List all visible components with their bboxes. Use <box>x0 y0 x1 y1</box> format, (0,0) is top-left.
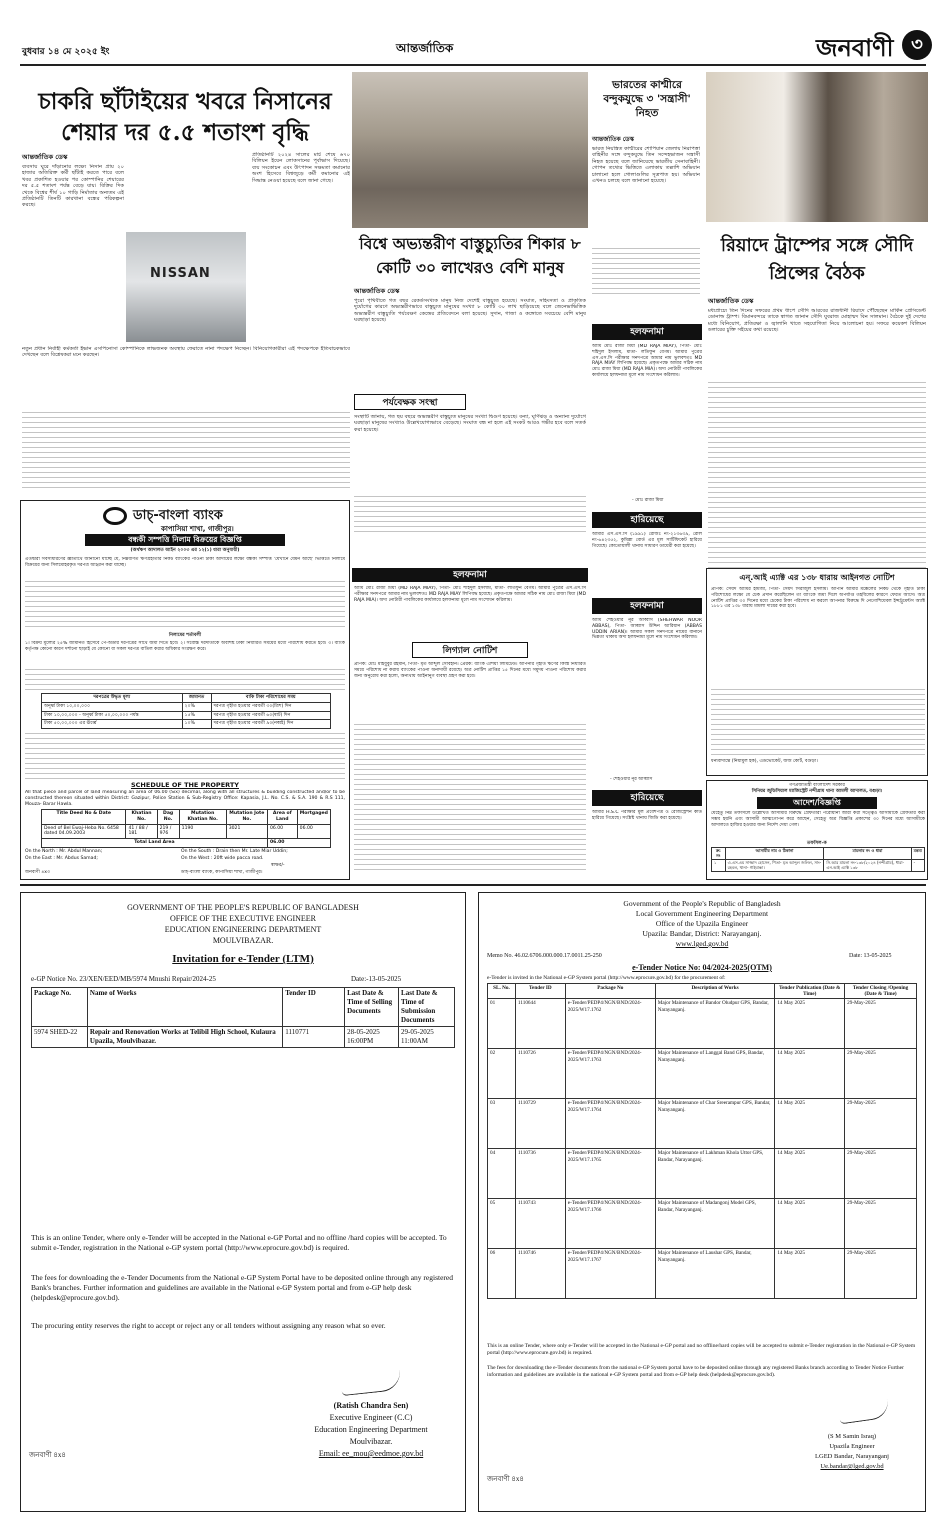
bank-logo-icon <box>103 507 127 525</box>
table-cell: 29-05-2025 11:00AM <box>399 1027 455 1048</box>
bank-branch: কাপাসিয়া শাখা, গাজীপুর। <box>161 525 234 533</box>
table-cell: 29-May-2025 <box>845 1199 917 1249</box>
tender-table <box>487 983 917 1299</box>
table-cell: অনূর্ধ্ব টাকা ১০,০০,০০০ <box>42 702 183 711</box>
table-cell: 05 <box>488 1199 516 1249</box>
tender-para-1: This is an online Tender, where only e-Tender will be accepted in the National e-GP Portal and no offline /hard copies will be accepted. To submit e-Tender, registration in the National e-GP system portal (http://www.eprocure.gov.bd) is required. <box>31 1233 447 1252</box>
table-cell: 1190 <box>179 824 226 839</box>
text-lines <box>22 412 350 492</box>
table-cell: e-Tender/PEDP4/NGN/BND/2024-2025/W17.1762 <box>565 999 655 1049</box>
affidavit-header-2 <box>352 568 588 582</box>
table-cell: এ.এস.এম সাজ্জাদ হোসেন, পিতা- মৃত আব্দুল জলিল, সাং- রহবল, থানা- গাইবান্ধা। <box>725 860 824 872</box>
table-header: ক্র: নং <box>712 848 726 860</box>
table-header: Mutation Jote No. <box>226 810 267 825</box>
signer-email[interactable]: Ue.bandar@lged.gov.bd <box>820 1463 884 1470</box>
terms-title: নিলামের শর্তাবলী <box>168 633 202 638</box>
signer-name: (Ratish Chandra Sen) <box>333 1401 409 1410</box>
text-lines <box>354 496 586 532</box>
table-cell: e-Tender/PEDP4/NGN/BND/2024-2025/W17.1763 <box>565 1049 655 1099</box>
table-header: মামলার নং ও ধারা <box>824 848 911 860</box>
table-row <box>488 1049 917 1099</box>
table-header: বাকি টাকা পরিশোধের সময় <box>211 694 330 703</box>
notice-signer: স্বাক্ষর/- <box>271 863 285 868</box>
tender-title: e-Tender Notice No: 04/2024-2025(OTM) <box>632 963 772 972</box>
table-header: Tender ID <box>283 988 345 1027</box>
court-order-notice <box>706 780 928 880</box>
affidavit-header-3 <box>592 598 702 614</box>
ni-act-sign: ধন্যবাদান্তে (নিয়ামুল হক), এডভোকেট, জজ কোর্ট, বগুড়া। <box>711 759 818 764</box>
affidavit-sign-2: - শেহওয়ার নূর আব্বাস <box>610 777 653 782</box>
table-cell: দরপত্র গৃহীত হওয়ার পরবর্তী ৬০(ষাট) দিন <box>211 711 330 720</box>
lost-title-1: হারিয়েছে <box>630 515 664 525</box>
affidavit-text-1: আমি মোঃ রাজা মিয়া (MD RAJA MIAY), পিতা- মোঃ শহিদুল ইসলাম, মাতা- লতিফুন বেগম। আমার পুত্রের এস.এস.সি পরীক্ষার সনদপত্রে আমার নাম ভুলবশতঃ MD RAJA MIAY লিপিবদ্ধ হয়েছে। প্রকৃতপক্ষে আমার সঠিক নাম মোঃ রাজা মিয়া (MD RAJA MIA)। অদ্য নোটারী পাবলিকের কার্যালয়ে হলফনামা মূলে নাম সংশোধন করিলাম। <box>592 344 702 378</box>
office-line: OFFICE OF THE EXECUTIVE ENGINEER <box>169 914 317 923</box>
nissan-sign: NISSAN <box>150 266 211 281</box>
court-order-body: যেহেতু নিম্ন তফসিলে উল্লেখিত আসামীর বিরুদ্ধে গ্রেফতারী পরোয়ানা জারী করা সত্ত্বেও আসামীকে গ্রেফতার করা সম্ভব হয়নি এবং আসামী আত্মগোপন করে আছেন, সেহেতু অত্র বিজ্ঞপ্তি প্রকাশের ৩০ দিনের মধ্যে আসামীকে আদালতে হাজির হওয়ার জন্য নির্দেশ দেয়া গেল। <box>711 811 925 828</box>
lost-header-1 <box>592 512 702 528</box>
table-row <box>488 1249 917 1299</box>
text-lines <box>25 733 345 779</box>
table-cell: e-Tender/PEDP4/NGN/BND/2024-2025/W17.1764 <box>565 1099 655 1149</box>
ad-ref: জনবাণী ৪x৪ <box>29 1451 66 1459</box>
table-cell: 41 / 88 / 181 <box>126 824 157 839</box>
table-header: Tender ID <box>515 984 565 999</box>
nissan-photo <box>126 232 246 342</box>
headline: রিয়াদে ট্রাম্পের সঙ্গে সৌদি প্রিন্সের বৈঠক <box>720 235 914 284</box>
table-row <box>42 720 331 729</box>
page-number <box>902 30 932 60</box>
schedule-table <box>41 809 331 848</box>
text-lines <box>25 669 345 691</box>
table-cell: - <box>911 860 924 872</box>
signer-name: (S M Samin Israq) <box>827 1433 877 1440</box>
article-body-3: নতুন প্রধান নির্বাহী কর্মকর্তা ইভান এসপিনোসা কোম্পানিকে লাভজনক অবস্থায় ফেরাতে নানা পদক্ষেপ নিচ্ছেন। বিনিয়োগকারীরা এই পদক্ষেপকে ইতিবাচকভাবে দেখছেন বলে বিশ্লেষকরা মনে করছেন। <box>22 346 350 359</box>
table-cell: 14 May 2025 <box>775 1099 845 1149</box>
signer-title: Upazila Engineer <box>829 1443 875 1450</box>
lged-tender-notice <box>478 892 926 1512</box>
subheading <box>354 394 466 410</box>
table-cell: 29-May-2025 <box>845 1149 917 1199</box>
table-header: Name of Works <box>87 988 282 1027</box>
table-header: Mortgaged <box>297 810 330 825</box>
table-header: Description of Works <box>655 984 775 999</box>
table-header: আসামীর নাম ও ঠিকানা <box>725 848 824 860</box>
table-cell: ২০% <box>182 702 211 711</box>
table-cell: e-Tender/PEDP4/NGN/BND/2024-2025/W17.1766 <box>565 1199 655 1249</box>
section-divider <box>20 884 926 886</box>
affidavit-column <box>592 322 704 880</box>
schedule-title: SCHEDULE OF THE PROPERTY <box>130 781 239 789</box>
table-header: Title Deed No & Date <box>42 810 126 825</box>
legal-notice-title-text: লিগ্যাল নোটিশ <box>442 646 498 656</box>
headline: ভারতের কাশ্মীরে বন্দুকযুদ্ধে ৩ 'সন্ত্রাসী' নিহত <box>603 79 691 119</box>
boundary-east: On the East : Mr. Abdus Samad; <box>25 856 98 861</box>
table-cell: 14 May 2025 <box>775 1249 845 1299</box>
legal-notice-title <box>412 642 528 658</box>
table-cell: Major Maintenance of Char Sreerampur GPS, Bandar, Narayanganj. <box>655 1099 775 1149</box>
court-order-title-text: আদেশ/বিজ্ঞপ্তি <box>793 798 841 807</box>
article-body: ভারত নিয়ন্ত্রিত কাশ্মীরের শোপিয়ান জেলায় নিরাপত্তা বাহিনীর সঙ্গে বন্দুকযুদ্ধে তিন সন্দেহভাজন সন্ত্রাসী নিহত হয়েছে বলে জানিয়েছে ভারতীয় সেনাবাহিনী। গোপন তথ্যের ভিত্তিতে এলাকায় তল্লাশি অভিযান চালানো হলে গোলাগুলির সূত্রপাত হয়। অভিযান এখনও চলছে বলে জানানো হয়েছে। <box>592 146 700 185</box>
table-header-row <box>42 694 331 703</box>
signature-icon <box>340 1370 402 1396</box>
court-order-title <box>757 797 877 809</box>
byline: আন্তর্জাতিক ডেস্ক <box>592 136 634 143</box>
table-row <box>712 860 925 872</box>
trump-saudi-photo <box>706 72 928 222</box>
table-cell: 5974 SHED-22 <box>32 1027 88 1048</box>
table-cell: Major Maintenance of Madangonj Model GPS, Bandar, Narayanganj. <box>655 1199 775 1249</box>
article-kashmir <box>592 72 702 322</box>
table-cell: 1110736 <box>515 1149 565 1199</box>
table-header: Mutation Khatian No. <box>179 810 226 825</box>
newspaper-logo: জনবাণী <box>816 34 894 62</box>
table-cell: 1110743 <box>515 1199 565 1249</box>
affidavit-text-2: আমি মোঃ রাজা মিয়া (MD RAJA MIAY), পিতা- মোঃ শহিদুল ইসলাম, মাতা- লতিফুন বেগম। আমার পুত্রের এস.এস.সি পরীক্ষার সনদপত্রে আমার নাম ভুলবশতঃ MD RAJA MIAY লিপিবদ্ধ হয়েছে। প্রকৃতপক্ষে আমার সঠিক নাম মোঃ রাজা মিয়া (MD RAJA MIA)। অদ্য নোটারী পাবলিকের কার্যালয়ে হলফনামা মূলে নাম সংশোধন করিলাম। <box>354 586 586 603</box>
table-cell: ১৫% <box>182 711 211 720</box>
signer-email[interactable]: Email: ee_mou@eedmoe.gov.bd <box>318 1449 424 1458</box>
notice-title <box>85 534 285 546</box>
table-cell: 14 May 2025 <box>775 1149 845 1199</box>
table-cell: 28-05-2025 16:00PM <box>345 1027 399 1048</box>
table-cell: Deed of Bel Ewaj-Heba No. 6458 dated 04.09.2003 <box>42 824 126 839</box>
affidavit-sign-1: - মোঃ রাজা মিয়া <box>632 498 664 503</box>
table-header-row <box>32 988 455 1027</box>
affidavit-title-3: হলফনামা <box>630 601 664 611</box>
table-row <box>42 711 331 720</box>
deposit-table <box>41 693 331 729</box>
table-cell: 1110726 <box>515 1049 565 1099</box>
notice-subtitle: (অর্থঋণ আদালত আইন ২০০৩ এর ১২(১) ধারা অনুযায়ী) <box>130 548 240 553</box>
legal-notice-text: প্রাপক: মোঃ মাহবুবুর রহমান, পিতা- মৃত আব্দুল সোবহান। প্রেরক: ব্যাংক এশিয়া লিমিটেড। আপনার গৃহীত ঋণের কিস্তি নির্ধারিত সময়ে পরিশোধ না করায় ব্যাংকের পাওনা অনাদায়ী রয়েছে। অত্র নোটিশ প্রাপ্তির ১৫ দিনের মধ্যে সমুদয় পাওনা পরিশোধ করার জন্য অনুরোধ করা হলো, অন্যথায় আইনানুগ ব্যবস্থা গ্রহণ করা হবে। <box>354 662 586 679</box>
table-header: SL. No. <box>488 984 516 999</box>
table-cell: Major Maintenance of Laushar GPS, Bandar, Narayanganj. <box>655 1249 775 1299</box>
signature-icon <box>838 1400 890 1425</box>
table-header: Dag No. <box>157 810 179 825</box>
affidavit-title-2: হলফনামা <box>453 570 487 580</box>
tender-para-2: The fees for downloading the e-Tender documents from the national e-GP System portal have to be deposited online through any registered Banks branch according to Tender Notice Further information and guidelines are available in the national e-GP System portal and from e-GP help desk (helpdesk@eprocure.gov.bd). <box>487 1365 904 1378</box>
byline: আন্তর্জাতিক ডেস্ক <box>354 287 400 295</box>
table-cell: 1110746 <box>515 1249 565 1299</box>
table-cell: e-Tender/PEDP4/NGN/BND/2024-2025/W17.1765 <box>565 1149 655 1199</box>
ad-ref: জনবাণী ৪x৩ <box>25 870 50 875</box>
boundary-south: On the South : Drain then Mr. Late Miar Uddin; <box>181 849 288 854</box>
table-cell: ১ <box>712 860 726 872</box>
subheading-text: পর্যবেক্ষক সংস্থা <box>382 398 438 408</box>
table-row <box>32 1027 455 1048</box>
byline: আন্তর্জাতিক ডেস্ক <box>708 297 754 305</box>
table-cell: Major Maintenance of Bandor Oludpur GPS, Bandar, Narayanganj. <box>655 999 775 1049</box>
section-title: আন্তর্জাতিক <box>396 41 454 55</box>
lost-title-2: হারিয়েছে <box>630 793 664 803</box>
text-lines <box>711 689 925 755</box>
table-header: Package No. <box>32 988 88 1027</box>
table-cell: 29-May-2025 <box>845 1249 917 1299</box>
table-row <box>488 1199 917 1249</box>
table-cell: 1110644 <box>515 999 565 1049</box>
table-row <box>42 839 331 848</box>
table-cell: 29-May-2025 <box>845 1049 917 1099</box>
tender-table <box>31 987 455 1048</box>
affidavit-box-center <box>352 568 588 880</box>
notice-title-text: বন্ধকী সম্পত্তি নিলাম বিক্রয়ের বিজ্ঞপ্তি <box>128 535 242 544</box>
bank-name: ডাচ্-বাংলা ব্যাংক <box>133 508 223 523</box>
boundary-north: On the North : Mr. Abdul Mannan; <box>25 849 103 854</box>
place-line: MOULVIBAZAR. <box>212 936 274 945</box>
table-cell: 1110771 <box>283 1027 345 1048</box>
text-lines <box>354 724 586 874</box>
table-cell: 14 May 2025 <box>775 1199 845 1249</box>
affidavit-text-3: আমি শেহওয়ার নূর আব্বাস (SHEHWAR NOOR ABBAS), পিতা- আব্বাস উদ্দিন আরিয়ান (ABBAS UDDIN ARIAN)। আমার সকল সনদপত্রে নামের বানানে ভিন্নতা থাকায় অদ্য হলফনামা মূলে নাম সংশোধন করিলাম। <box>592 618 702 641</box>
table-row <box>488 1099 917 1149</box>
table-cell: Repair and Renovation Works at Telibil High School, Kulaura Upazila, Moulvibazar. <box>87 1027 282 1048</box>
table-cell: Major Maintenance of Langgal Band GPS, Bandar, Narayanganj. <box>655 1049 775 1099</box>
table-cell: e-Tender/PEDP4/NGN/BND/2024-2025/W17.1767 <box>565 1249 655 1299</box>
eed-tender-notice <box>20 892 466 1512</box>
text-lines <box>25 581 345 631</box>
article-body: ব্যবসায় ঘুরে দাঁড়ানোর লক্ষ্যে নিসান প্রায় ২০ হাজার অতিরিক্ত কর্মী ছাঁটাই করতে পারে বলে খবর প্রকাশিত হওয়ার পর কোম্পানির শেয়ারের দর ৫.৫ শতাংশ পর্যন্ত বেড়ে যায়। বিক্রির দিক থেকে বিশ্বের শীর্ষ ১০ গাড়ি নির্মাতার অন্যতম এই প্রতিষ্ঠানটি তিনটি কারখানা বন্ধের পরিকল্পনা করছে। <box>22 164 124 209</box>
notice-number: e-GP Notice No. 23/XEN/EED/MB/5974 Mnushi Repair/2024-25 <box>31 975 216 983</box>
table-cell: দরপত্র গৃহীত হওয়ার পরবর্তী ৯০(নব্বই) দিন <box>211 720 330 729</box>
table-cell: 01 <box>488 999 516 1049</box>
table-cell: সি.আর মামলা নং-১৩৮/২০২৪ (নন্দীগ্রাম), ধারা- এন.আই এ্যাক্ট ১৩৮ <box>824 860 911 872</box>
table-row <box>42 702 331 711</box>
gov-line: GOVERNMENT OF THE PEOPLE'S REPUBLIC OF BANGLADESH <box>127 903 359 912</box>
tender-para-3: The procuring entity reserves the right to accept or reject any or all tenders without assigning any reason what so ever. <box>31 1321 386 1330</box>
terms-body: ১। বিক্রয় মূল্যের ২৫% জামানত হিসেবে পে-অর্ডার দরপত্রের সাথে জমা দিতে হবে। ২। সর্বোচ্চ দরদাতাকে অবশিষ্ট টাকা নির্ধারিত সময়ের মধ্যে পরিশোধ করতে হবে। ৩। ব্যাংক কর্তৃপক্ষ কোনো কারণ দর্শানো ছাড়াই যে কোনো বা সকল দরপত্র বাতিল করার অধিকার সংরক্ষণ করে। <box>25 641 345 652</box>
signer-dept: Education Engineering Department <box>314 1425 428 1434</box>
table-header: দরপত্রের উদ্ধৃত মূল্য <box>42 694 183 703</box>
table-header: Package No <box>565 984 655 999</box>
table-header: Last Date & Time of Selling Documents <box>345 988 399 1027</box>
article-body: মধ্যপ্রাচ্যে তিন দিনের সফরের প্রথম ধাপে সৌদি আরবের রাজধানী রিয়াদে পৌঁছেছেন মার্কিন প্রেসিডেন্ট ডোনাল্ড ট্রাম্প। বিমানবন্দরে তাকে স্বাগত জানান সৌদি যুবরাজ মোহাম্মদ বিন সালমান। বৈঠকে দুই দেশের মধ্যে বিনিয়োগ, প্রতিরক্ষা ও জ্বালানি খাতে সহযোগিতা নিয়ে আলোচনা হয়। সফরে কয়েকশ বিলিয়ন ডলারের চুক্তি সইয়ের কথা রয়েছে। <box>708 308 926 334</box>
table-cell: ১০% <box>182 720 211 729</box>
lost-header-2 <box>592 790 702 806</box>
table-header: Tender Closing /Opening (Date & Time) <box>845 984 917 999</box>
office-line: Office of the Upazila Engineer <box>655 919 749 928</box>
lost-text-1: আমার এস.এস.সি (১৯৯১) রেজিঃ নং-২১৩৬৩৯, রোল নং-৬৪২৩৫২, কুমিল্লা বোর্ড এর মূল সার্টিফিকেট হারিয়ে গিয়েছে। কোতোয়ালী থানায় সাধারণ ডায়েরী করা হয়েছে। <box>592 532 702 549</box>
court-table <box>711 847 925 872</box>
headline: বিশ্বে অভ্যন্তরীণ বাস্তুচ্যুতির শিকার ৮ কোটি ৩০ লাখেরও বেশি মানুষ <box>359 234 581 277</box>
affidavit-header-1 <box>592 324 702 340</box>
masthead <box>0 0 945 72</box>
article-body-2: প্রতিষ্ঠানটি ২০২৪ সালের মার্চ শেষে ৬৭০ বিলিয়ন ইয়েন লোকসানের পূর্বাভাস দিয়েছে। ব্যয় সংকোচন এবং উৎপাদন সক্ষমতা কমানোর অংশ হিসেবে বিশ্বজুড়ে কর্মী কমানোর এই সিদ্ধান্ত নেওয়া হয়েছে বলে জানা গেছে। <box>252 152 350 184</box>
article-nissan <box>20 72 350 500</box>
table-header: Khatian No. <box>126 810 157 825</box>
table-header: Area of Land <box>267 810 297 825</box>
table-cell: 14 May 2025 <box>775 999 845 1049</box>
table-cell: টাকা ১০,০০,০০০ - অনূর্ধ্ব টাকা ৫০,০০,০০০ পর্যন্ত <box>42 711 183 720</box>
bank-auction-notice <box>20 500 350 880</box>
table-cell: Major Maintenance of Lakhman Khola Uttor GPS, Bandar, Narayanganj. <box>655 1149 775 1199</box>
tender-para-2: The fees for downloading the e-Tender Documents from the National e-GP System Portal have to be deposited online through any registered Bank's branches. Further information and guidelines are available in the National e-GP System portal and from e-GP help desk (helpdesk@eprocure.gov.bd). <box>31 1273 453 1302</box>
table-cell: 06.00 <box>267 839 330 848</box>
table-cell: দরপত্র গৃহীত হওয়ার পরবর্তী ৩০(ত্রিশ) দিন <box>211 702 330 711</box>
ni-act-body: প্রাপক: সৈয়দ আমির হামজা, পিতা- সৈয়দ সিরাজুল ইসলাম। আপনি আমার মক্কেলের নিকট থেকে গৃহীত টাকা পরিশোধের লক্ষ্যে যে চেক প্রদান করেছিলেন তা ব্যাংকে জমা দিলে অপর্যাপ্ত তহবিলের কারণে ফেরত আসে। অত্র নোটিশ প্রাপ্তির ৩০ দিনের মধ্যে চেকের টাকা পরিশোধ না করলে আপনার বিরুদ্ধে দি নেগোশিয়েবল ইন্সট্রুমেন্টস অ্যাক্ট ১৮৮১ এর ১৩৮ ধারায় মামলা দায়ের করা হবে। <box>711 587 925 610</box>
table-cell: 219 / 976 <box>157 824 179 839</box>
ni-act-notice <box>706 568 928 776</box>
schedule-text: All that piece and parcel of land measuring an area of 06.00 (Six) decimal, along with all structures & building constructed and/or to be constructed thereon situated within District: Gazipur, Police Station & Sub-Registry Office: Kapasia, J.L. No. C.S. & S.A. 190 & R.S 111, Mouza- Barar Hawla. <box>25 790 345 807</box>
memo-number: Memo No. 46.02.6706.000.000.17.0011.25-250 <box>487 953 602 959</box>
table-cell: টাকা ৫০,০০,০০০ এর ঊর্ধ্বে <box>42 720 183 729</box>
notice-body: এতদ্বারা সর্বসাধারণের জ্ঞাতার্থে জানানো যাচ্ছে যে, নিম্নবর্ণিত ঋণগ্রহীতার নিকট ব্যাংকের পাওনা টাকা আদায়ের লক্ষ্যে বন্ধকী সম্পত্তি 'যেখানে যেমন আছে' ভিত্তিতে নিলামে বিক্রয়ের জন্য সিলমোহরকৃত দরপত্র আহ্বান করা যাচ্ছে। <box>25 557 345 568</box>
gov-line: Government of the People's Republic of Bangladesh <box>623 899 781 908</box>
tender-title: Invitation for e-Tender (LTM) <box>172 953 314 965</box>
table-cell: Total Land Area <box>42 839 268 848</box>
article-body: পুরো পৃথিবীতে গত বছর রেকর্ডসংখ্যক মানুষ নিজ দেশেই বাস্তুচ্যুত হয়েছে। সংঘাত, সহিংসতা ও প্রাকৃতিক দুর্যোগের কারণে অভ্যন্তরীণভাবে বাস্তুচ্যুত মানুষের সংখ্যা ৮ কোটি ৩০ লাখ ছাড়িয়েছে বলে জেনেভাভিত্তিক অভ্যন্তরীণ বাস্তুচ্যুতি পর্যবেক্ষণ কেন্দ্রের প্রতিবেদনে বলা হয়েছে। সুদান, গাজা ও কঙ্গোতে সবচেয়ে বেশি মানুষ ঘরছাড়া হয়েছে। <box>354 298 586 324</box>
place-line: Upazila: Bandar, District: Narayanganj. <box>642 929 762 938</box>
table-cell: 29-May-2025 <box>845 1099 917 1149</box>
table-header: Tender Publication (Date & Time) <box>775 984 845 999</box>
court-name: সিনিয়র জুডিসিয়াল ম্যাজিস্ট্রেট নন্দীগ্রাম থানা আমলী আদালত, বগুড়া। <box>751 789 883 794</box>
tender-intro: e-Tender is invited in the National e-GP System portal (http://www.eprocure.gov.bd) for the procurement of: <box>487 975 726 981</box>
table-row <box>488 999 917 1049</box>
affidavit-title-1: হলফনামা <box>630 327 664 337</box>
table-cell: 06 <box>488 1249 516 1299</box>
lost-text-2: আমার H.S.C পরীক্ষার মূল প্রবেশপত্র ও রেজিস্ট্রেশন কার্ড হারিয়ে গিয়েছে। সংশ্লিষ্ট থানায় জিডি করা হয়েছে। <box>592 810 702 821</box>
issue-date: বুধবার ১৪ মে ২০২৫ ইং <box>22 47 110 57</box>
page-number-text: ৩ <box>911 34 923 55</box>
notice-date: Date:-13-05-2025 <box>351 975 402 983</box>
notice-signer-bank: ডাচ্-বাংলা ব্যাংক, কাপাসিয়া শাখা, গাজীপুর। <box>181 870 263 875</box>
boundary-west: On the West : 20ft wide pacca road. <box>181 856 264 861</box>
headline: চাকরি ছাঁটাইয়ের খবরে নিসানের শেয়ার দর ৫.৫ শতাংশ বৃদ্ধি <box>38 88 332 146</box>
memo-date: Date: 13-05-2025 <box>849 953 892 959</box>
tender-para-1: This is an online Tender, where only e-Tender will be accepted in the National e-GP portal and no offline/hard copies will be accepted to submit e-Tender registration in the National e-GP System portal (http://www.eprocure.gov.bd) is required. <box>487 1343 916 1356</box>
table-row <box>488 1149 917 1199</box>
table-header-row <box>712 848 925 860</box>
dept-line: EDUCATION ENGINEERING DEPARTMENT <box>164 925 322 934</box>
article-refugee <box>352 228 588 568</box>
dept-line: Local Government Engineering Department <box>635 909 769 918</box>
signer-place: Moulvibazar. <box>349 1437 393 1446</box>
table-cell: 06.00 <box>297 824 330 839</box>
table-header-row <box>488 984 917 999</box>
table-cell: 29-May-2025 <box>845 999 917 1049</box>
web-link[interactable]: www.lged.gov.bd <box>675 939 729 948</box>
byline: আন্তর্জাতিক ডেস্ক <box>22 153 68 161</box>
refugee-photo <box>352 72 588 228</box>
ni-act-title: এন্.আই এ্যাক্ট এর ১৩৮ ধারায় আইনগত নোটিশ <box>739 573 895 582</box>
table-cell: 3021 <box>226 824 267 839</box>
ad-ref: জনবাণী ৪x৪ <box>487 1475 524 1483</box>
table-cell: 1110729 <box>515 1099 565 1149</box>
court-gov: গণপ্রজাতন্ত্রী বাংলাদেশ সরকার <box>789 783 845 788</box>
table-header: মন্তব্য <box>911 848 924 860</box>
table-header-row <box>42 810 331 825</box>
table-cell: 04 <box>488 1149 516 1199</box>
table-cell: 14 May 2025 <box>775 1049 845 1099</box>
table-cell: 02 <box>488 1049 516 1099</box>
masthead-rule <box>20 64 926 66</box>
article-body-2: সংস্থাটি জানায়, গত ছয় বছরে অভ্যন্তরীণ বাস্তুচ্যুত মানুষের সংখ্যা দ্বিগুণ হয়েছে। বন্যা, ঘূর্ণিঝড় ও অন্যান্য দুর্যোগে ঘরছাড়া মানুষের সংখ্যাও উল্লেখযোগ্যভাবে বেড়েছে। সংঘাত বন্ধ না হলে এই সংকট আরও গভীর হবে বলে সতর্ক করা হয়েছে। <box>354 414 586 433</box>
table-row <box>42 824 331 839</box>
table-header: জামানত <box>182 694 211 703</box>
text-lines <box>592 248 700 298</box>
signer-office: LGED Bandar, Narayanganj <box>815 1453 889 1460</box>
court-schedule: তফসিল-ক <box>807 841 827 846</box>
table-cell: 03 <box>488 1099 516 1149</box>
article-saudi <box>706 222 928 568</box>
table-cell: 06.00 <box>267 824 297 839</box>
table-header: Last Date & Time of Submission Documents <box>399 988 455 1027</box>
signer-title: Executive Engineer (C.C) <box>329 1413 413 1422</box>
text-lines <box>708 382 926 568</box>
